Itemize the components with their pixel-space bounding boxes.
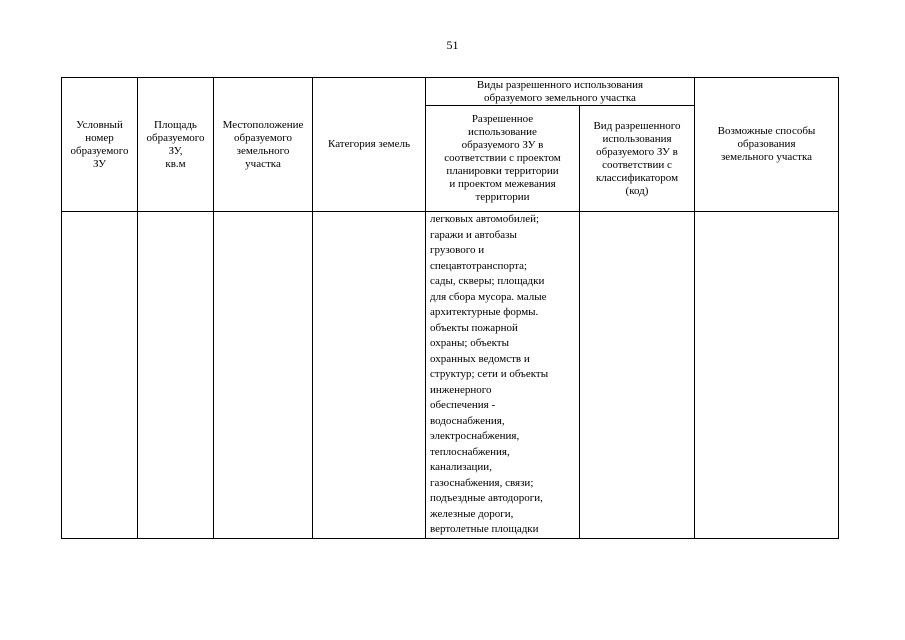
cell-area	[138, 212, 214, 539]
table-header-row	[62, 78, 839, 106]
cell-location	[214, 212, 313, 539]
cell-formation-methods	[695, 212, 839, 539]
land-parcel-table	[61, 77, 839, 539]
header-land-category: Категория земель	[313, 78, 426, 212]
cell-land-category	[313, 212, 426, 539]
header-permitted-use-project: Разрешенное использование образуемого ЗУ в соответствии с проектом планировки территории и проектом межевания территории	[426, 106, 580, 212]
cell-permitted-use-classifier	[580, 212, 695, 539]
header-permitted-use-classifier: Вид разрешенного использования образуемого ЗУ в соответствии с классификатором (код)	[580, 106, 695, 212]
header-location: Местоположение образуемого земельного участка	[214, 78, 313, 212]
page-number: 51	[446, 38, 459, 52]
cell-parcel-number	[62, 212, 138, 539]
table-row	[62, 212, 839, 539]
header-parcel-number: Условный номер образуемого ЗУ	[62, 78, 138, 212]
header-area: Площадь образуемого ЗУ, кв.м	[138, 78, 214, 212]
header-formation-methods: Возможные способы образования земельного участка	[695, 78, 839, 212]
cell-permitted-use-project: легковых автомобилей; гаражи и автобазы грузового и спецавтотранспорта; сады, скверы; площадки для сбора мусора. малые архитектурные формы. объекты пожарной охраны; объекты охранных ведомств и структур; сети и объекты инженерного обеспечения - водоснабжения, электроснабжения, теплоснабжения, канализации, газоснабжения, связи; подъездные автодороги, железные дороги, вертолетные площадки	[426, 212, 580, 539]
header-permitted-use-group: Виды разрешенного использования образуемого земельного участка	[426, 78, 695, 106]
